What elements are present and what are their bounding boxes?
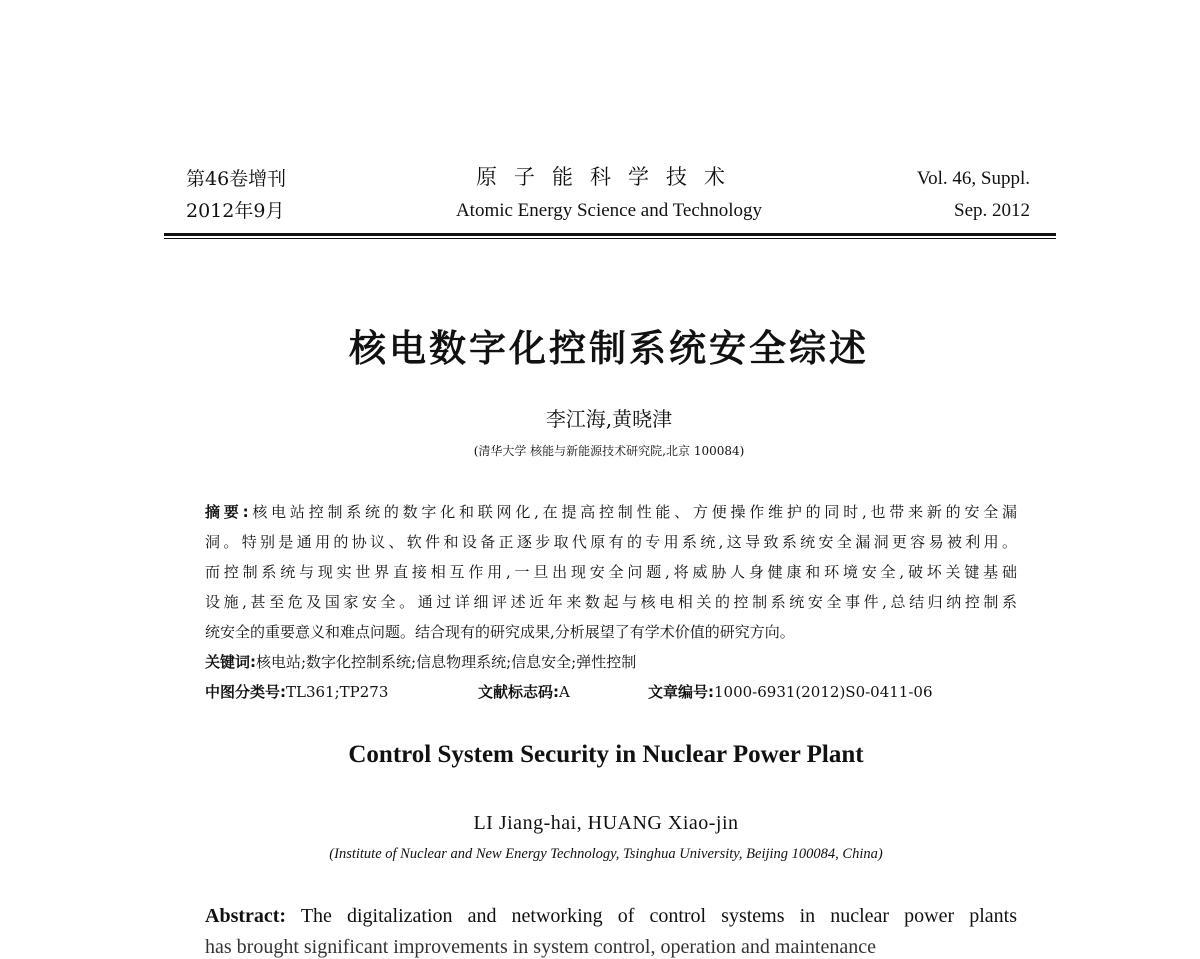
paper-title-cn: 核电数字化控制系统安全综述 <box>349 327 869 370</box>
date-en: Sep. 2012 <box>954 200 1030 221</box>
paper-title-en: Control System Security in Nuclear Power Plant <box>348 741 864 768</box>
clc-number: 中图分类号:TL361;TP273 <box>205 683 389 701</box>
keywords-cn <box>205 651 636 672</box>
abstract-en-label: Abstract: <box>205 905 287 927</box>
header-rule-thick <box>164 233 1056 236</box>
abstract-cn-label: 摘要: <box>205 503 249 521</box>
volume-en: Vol. 46, Suppl. <box>916 168 1030 189</box>
authors-en: LI Jiang-hai, HUANG Xiao-jin <box>473 812 739 834</box>
affiliation-cn: (清华大学 核能与新能源技术研究院,北京 100084) <box>473 444 745 458</box>
abstract-cn-line-5: 统安全的重要意义和难点问题。结合现有的研究成果,分析展望了有学术价值的研究方向。 <box>205 623 795 641</box>
authors-cn: 李江海,黄晓津 <box>545 407 673 431</box>
volume-cn: 第46卷增刊 <box>186 168 287 190</box>
affiliation-en: (Institute of Nuclear and New Energy Technology, Tsinghua University, Beijing 100084, China) <box>329 846 883 862</box>
abstract-en-line-1: Abstract: The digitalization and networking of control systems in nuclear power plants <box>205 905 1017 927</box>
article-number: 文章编号:1000-6931(2012)S0-0411-06 <box>648 683 933 701</box>
abstract-cn-line-1: 摘要:核电站控制系统的数字化和联网化,在提高控制性能、方便操作维护的同时,也带来新的安全漏 <box>205 503 1018 521</box>
abstract-cn-line-2: 洞。特别是通用的协议、软件和设备正逐步取代原有的专用系统,这导致系统安全漏洞更容易被利用。 <box>205 533 1017 551</box>
abstract-cn-line-4: 设施,甚至危及国家安全。通过详细评述近年来数起与核电相关的控制系统安全事件,总结归纳控制系 <box>205 593 1017 611</box>
header-rule-thin <box>164 238 1056 239</box>
document-code: 文献标志码:A <box>478 683 570 701</box>
abstract-cn-line-3: 而控制系统与现实世界直接相互作用,一旦出现安全问题,将威胁人身健康和环境安全,破坏关键基础 <box>205 563 1017 581</box>
keywords-cn-text: 核电站;数字化控制系统;信息物理系统;信息安全;弹性控制 <box>256 653 637 671</box>
date-cn: 2012年9月 <box>186 200 285 222</box>
abstract-en-line-2: has brought significant improvements in system control, operation and maintenance <box>205 936 876 958</box>
keywords-cn-label: 关键词: <box>205 653 256 671</box>
journal-name-en: Atomic Energy Science and Technology <box>455 200 763 221</box>
journal-name-cn: 原子能科学技术 <box>476 165 742 189</box>
